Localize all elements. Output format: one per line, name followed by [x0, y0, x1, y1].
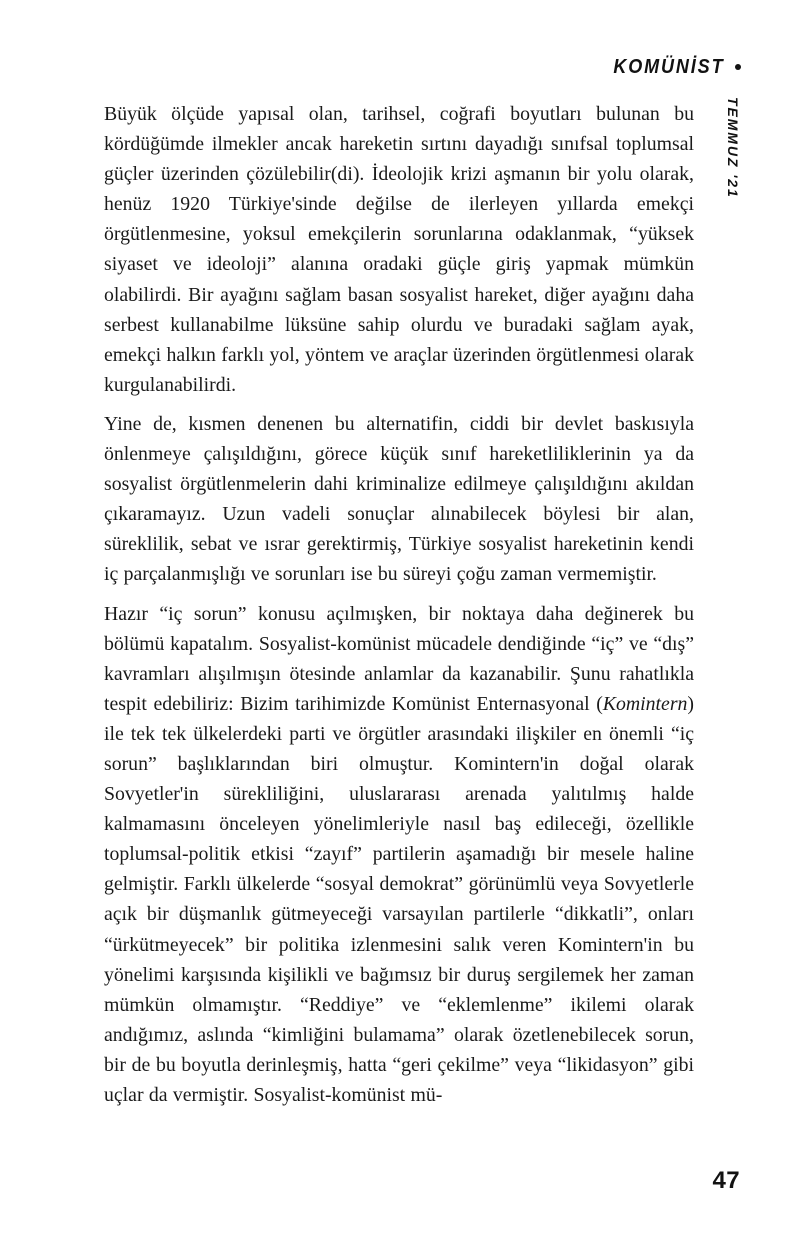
body-text-column: [104, 99, 694, 1110]
bullet-dot-icon: [735, 64, 741, 70]
running-head: [601, 54, 741, 80]
running-head-title: KOMÜNİST: [612, 56, 724, 78]
running-head-date: TEMMUZ '21: [725, 97, 741, 199]
running-head-date-container: [722, 97, 744, 237]
paragraph: Yine de, kısmen denenen bu alternatifin, ciddi bir devlet baskısıyla önlenmeye çalışıldığını, görece küçük sınıf hareketliliklerinin ya da sosyalist örgütlenmelerin dahi kriminalize edilmeye çalışıldığını akıldan çıkaramayız. Uzun vadeli sonuçlar alınabilecek böylesi bir alan, süreklilik, sebat ve ısrar gerektirmiş, Türkiye sosyalist hareketinin kendi iç parçalanmışlığı ve sorunları ise bu süreyi çoğu zaman vermemiştir.: [104, 412, 694, 586]
italic-term: Komintern: [602, 692, 688, 715]
page-number: 47: [712, 1167, 740, 1194]
paragraph: Büyük ölçüde yapısal olan, tarihsel, coğrafi boyutları bulunan bu kördüğümde ilmekler ancak hareketin sırtını dayadığı sınıfsal toplumsal güçler üzerinden çözülebilir(di). İdeolojik krizi aşmanın bir yolu olarak, henüz 1920 Türkiye'sinde değilse de ilerleyen yıllarda emekçi örgütlenmesine, yoksul emekçilerin sorunlarına odaklanmak, “yüksek siyaset ve ideoloji” alanına oradaki güçle giriş yapmak mümkün olabilirdi. Bir ayağını sağlam basan sosyalist hareket, diğer ayağını daha serbest kullanabilme lüksüne sahip olurdu ve buradaki sağlam ayak, emekçi halkın farklı yol, yöntem ve araçlar üzerinden örgütlenmesi olarak kurgulanabilirdi.: [104, 103, 694, 396]
paragraph: Hazır “iç sorun” konusu açılmışken, bir noktaya daha değinerek bu bölümü kapatalım. Sosyalist-komünist mücadele dendiğinde “iç” ve “dış” kavramları alışılmışın ötesinde anlamlar da kazanabilir. Şunu rahatlıkla tespit edebiliriz: Bizim tarihimizde Komünist Enternasyonal (Komintern) ile tek tek ülkelerdeki parti ve örgütler arasındaki ilişkiler en önemli “iç sorun” başlıklarından biri olmuştur. Komintern'in doğal olarak Sovyetler'in sürekliliğini, uluslararası arenada yalıtılmış halde kalmamasını önceleyen yönelimleriyle nasıl baş edileceği, özellikle toplumsal-politik etkisi “zayıf” partilerin aşamadığı bir mesele haline gelmiştir. Farklı ülkelerde “sosyal demokrat” görünümlü veya Sovyetlerle açık bir düşmanlık gütmeyeceği varsayılan partilerle “dikkatli”, onları “ürkütmeyecek” bir politika izlenmesini salık veren Komintern'in bu yönelimi karşısında kişilikli ve bağımsız bir duruş sergilemek her zaman mümkün olmamıştır. “Reddiye” ve “eklemlenme” ikilemi olarak andığımız, aslında “kimliğini bulamama” olarak özetlenebilecek sorun, bir de bu boyutla derinleşmiş, hatta “geri çekilme” veya “likidasyon” gibi uçlar da vermiştir. Sosyalist-komünist mü-: [104, 602, 694, 1106]
